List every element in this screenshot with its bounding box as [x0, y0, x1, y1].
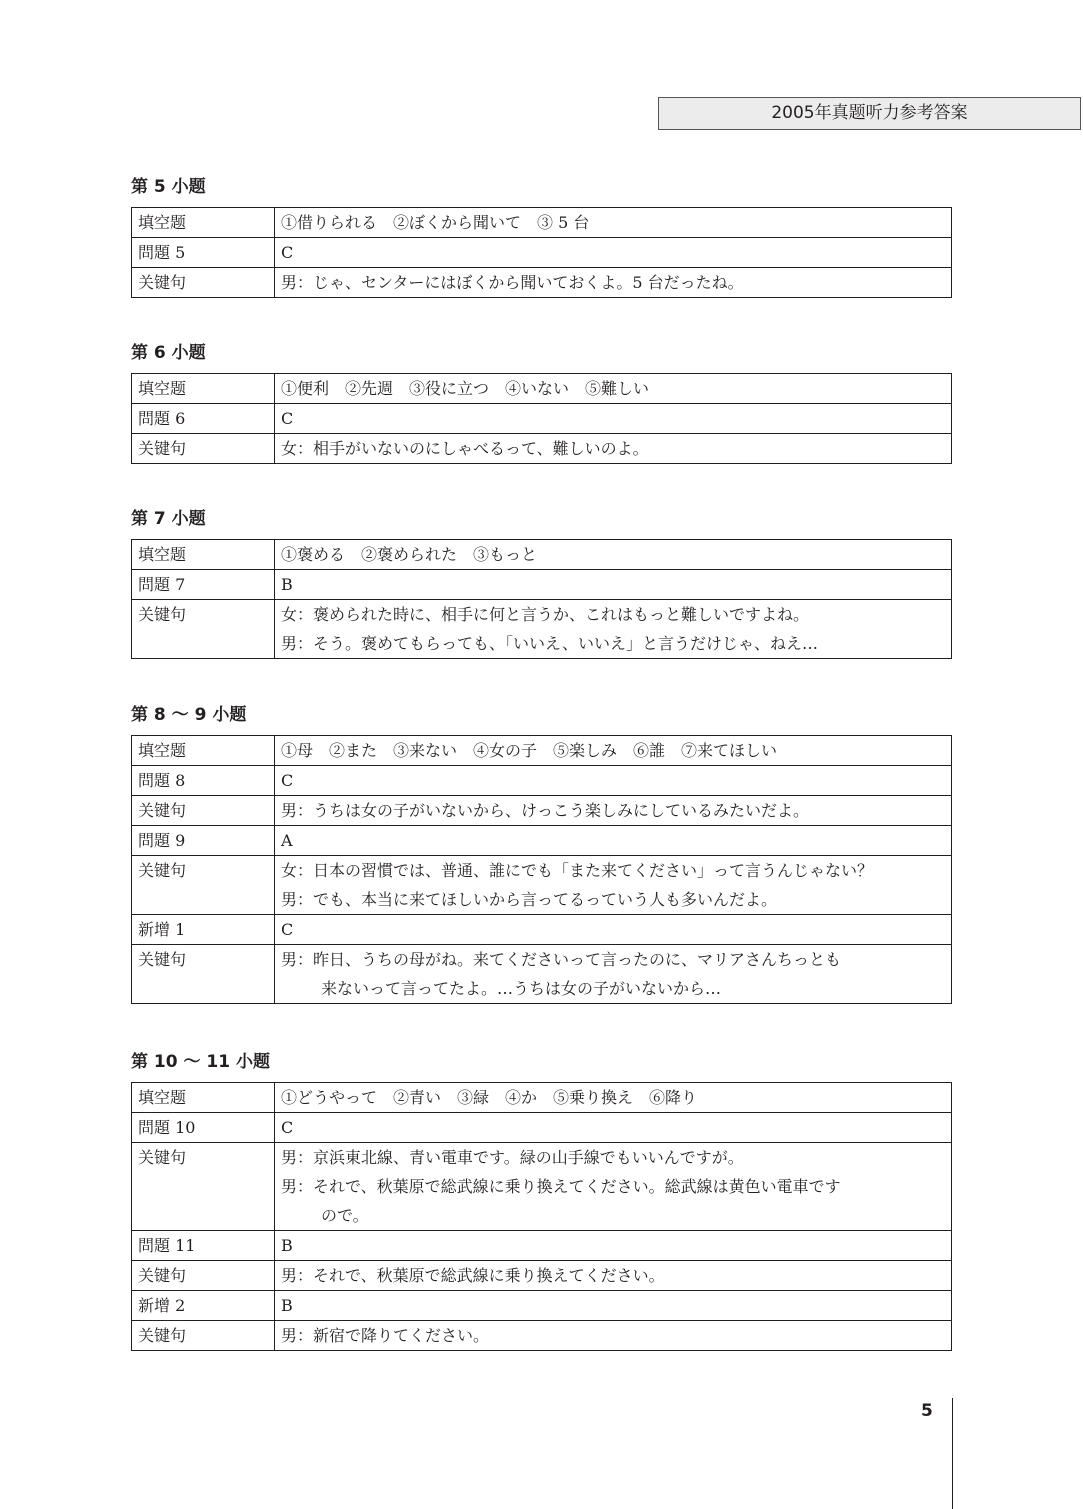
content-line: 男：そう。褒めてもらっても、「いいえ、いいえ」と言うだけじゃ、ねえ…: [281, 634, 818, 653]
row-content: [275, 856, 952, 915]
row-label: 問題 10: [132, 1113, 275, 1143]
table-row: [132, 570, 952, 600]
table-row: [132, 434, 952, 464]
content-line: ①母 ②また ③来ない ④女の子 ⑤楽しみ ⑥誰 ⑦来てほしい: [281, 741, 778, 760]
content-line: ①褒める ②褒められた ③もっと: [281, 545, 538, 564]
row-label: 关键句: [132, 1261, 275, 1291]
content-line: 男：うちは女の子がいないから、けっこう楽しみにしているみたいだよ。: [281, 801, 810, 820]
content-line: C: [281, 920, 294, 939]
row-content: [275, 1261, 952, 1291]
content-line: 男：じゃ、センターにはぼくから聞いておくよ。5 台だったね。: [281, 273, 744, 292]
content-line: ①借りられる ②ぼくから聞いて ③ 5 台: [281, 213, 590, 232]
table-row: [132, 1083, 952, 1113]
section-title: 第 10 ～ 11 小题: [131, 1052, 270, 1072]
answer-table: [131, 539, 952, 659]
section-title: 第 8 ～ 9 小题: [131, 705, 247, 725]
row-content: [275, 1083, 952, 1113]
content-line: 男：京浜東北線、青い電車です。緑の山手線でもいいんですが。: [281, 1148, 744, 1167]
row-label: 問題 7: [132, 570, 275, 600]
row-content: [275, 1143, 952, 1231]
row-label: 关键句: [132, 796, 275, 826]
table-row: [132, 1231, 952, 1261]
answer-table: [131, 735, 952, 1004]
section-q8-9: [131, 704, 952, 1004]
section-title: 第 5 小题: [131, 177, 206, 197]
content-line: 女：褒められた時に、相手に何と言うか、これはもっと難しいですよね。: [281, 605, 810, 624]
row-label: 填空题: [132, 736, 275, 766]
content-line: C: [281, 409, 294, 428]
content-line: ので。: [321, 1206, 369, 1225]
table-row: [132, 945, 952, 1004]
answer-table: [131, 207, 952, 298]
row-content: [275, 374, 952, 404]
row-label: 关键句: [132, 434, 275, 464]
row-content: [275, 1231, 952, 1261]
header-title: 2005年真题听力参考答案: [658, 97, 1081, 130]
table-row: [132, 600, 952, 659]
row-content: [275, 766, 952, 796]
row-label: 問題 11: [132, 1231, 275, 1261]
content-line: 男：でも、本当に来てほしいから言ってるっていう人も多いんだよ。: [281, 890, 778, 909]
content-line: B: [281, 1236, 293, 1255]
row-content: [275, 238, 952, 268]
table-row: [132, 766, 952, 796]
table-row: [132, 796, 952, 826]
page-number: 5: [921, 1401, 933, 1421]
table-row: [132, 1321, 952, 1351]
row-content: [275, 208, 952, 238]
row-content: [275, 268, 952, 298]
table-row: [132, 1113, 952, 1143]
content-line: A: [281, 831, 293, 850]
row-content: [275, 945, 952, 1004]
section-q7: [131, 508, 952, 659]
content-line: ①便利 ②先週 ③役に立つ ④いない ⑤難しい: [281, 379, 650, 398]
row-label: 填空题: [132, 540, 275, 570]
row-label: 关键句: [132, 600, 275, 659]
content-line: 来ないって言ってたよ。…うちは女の子がいないから…: [321, 979, 722, 998]
content-line: 男：新宿で降りてください。: [281, 1326, 490, 1345]
row-label: 新增 1: [132, 915, 275, 945]
table-row: [132, 404, 952, 434]
row-content: [275, 915, 952, 945]
row-content: [275, 570, 952, 600]
content-line: C: [281, 771, 294, 790]
row-label: 关键句: [132, 1321, 275, 1351]
content-line: B: [281, 1296, 293, 1315]
table-row: [132, 915, 952, 945]
row-content: [275, 540, 952, 570]
answer-table: [131, 373, 952, 464]
section-q10-11: [131, 1051, 952, 1351]
row-label: 填空题: [132, 208, 275, 238]
content-line: 女：相手がいないのにしゃべるって、難しいのよ。: [281, 439, 649, 458]
table-row: [132, 208, 952, 238]
row-label: 关键句: [132, 268, 275, 298]
row-content: [275, 1113, 952, 1143]
table-row: [132, 826, 952, 856]
row-label: 关键句: [132, 945, 275, 1004]
table-row: [132, 238, 952, 268]
content-line: C: [281, 243, 294, 262]
section-q6: [131, 342, 952, 464]
row-content: [275, 796, 952, 826]
content-line: 女：日本の習慣では、普通、誰にでも「また来てください」って言うんじゃない？: [281, 861, 874, 880]
row-label: 填空题: [132, 1083, 275, 1113]
content-line: 男：それで、秋葉原で総武線に乗り換えてください。: [281, 1266, 665, 1285]
table-row: [132, 268, 952, 298]
table-row: [132, 736, 952, 766]
content-line: B: [281, 575, 293, 594]
content-line: 男：それで、秋葉原で総武線に乗り換えてください。総武線は黄色い電車です: [281, 1177, 841, 1196]
row-content: [275, 826, 952, 856]
row-label: 問題 9: [132, 826, 275, 856]
row-label: 关键句: [132, 1143, 275, 1231]
row-content: [275, 1321, 952, 1351]
answer-table: [131, 1082, 952, 1351]
table-row: [132, 1261, 952, 1291]
row-content: [275, 600, 952, 659]
table-row: [132, 374, 952, 404]
row-content: [275, 404, 952, 434]
row-content: [275, 1291, 952, 1321]
row-label: 問題 5: [132, 238, 275, 268]
section-q5: [131, 176, 952, 298]
table-row: [132, 540, 952, 570]
section-title: 第 6 小题: [131, 343, 206, 363]
page-margin-rule: [952, 1398, 953, 1509]
content-line: ①どうやって ②青い ③緑 ④か ⑤乗り換え ⑥降り: [281, 1088, 698, 1107]
row-label: 問題 8: [132, 766, 275, 796]
section-title: 第 7 小题: [131, 509, 206, 529]
table-row: [132, 1291, 952, 1321]
content-line: C: [281, 1118, 294, 1137]
content-line: 男：昨日、うちの母がね。来てくださいって言ったのに、マリアさんちっとも: [281, 950, 842, 969]
row-label: 新增 2: [132, 1291, 275, 1321]
table-row: [132, 856, 952, 915]
row-label: 关键句: [132, 856, 275, 915]
row-content: [275, 736, 952, 766]
row-label: 問題 6: [132, 404, 275, 434]
row-label: 填空题: [132, 374, 275, 404]
table-row: [132, 1143, 952, 1231]
row-content: [275, 434, 952, 464]
